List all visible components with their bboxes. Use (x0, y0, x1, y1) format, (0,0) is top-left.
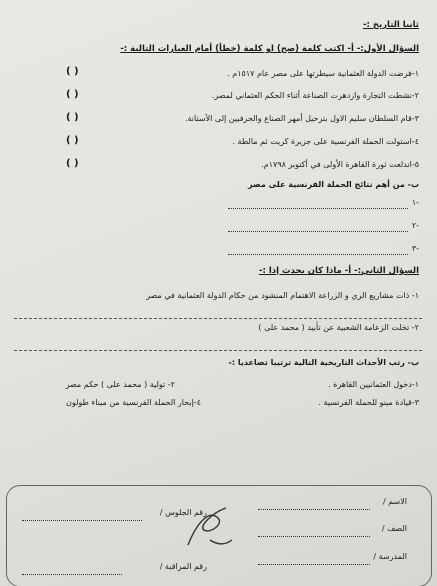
what-if-item-2: ٢- تخلت الزعامة الشعبية عن تأييد ( محمد على ) (258, 323, 419, 332)
question-1b-title: ب- من أهم نتائج الحملة الفرنسية على مصر (248, 180, 419, 189)
grade-field[interactable] (258, 536, 370, 537)
handwritten-signature-mark (180, 500, 240, 555)
statement-1: ١-فرضت الدولة العثمانية سيطرتها على مصر عام ١٥١٧م . (227, 69, 419, 78)
statement-4: ٤-استولت الحملة الفرنسية على جزيرة كريت ثم مالطة . (232, 137, 419, 146)
answer-line-1-number: ١- (411, 198, 419, 207)
answer-line-1[interactable] (228, 208, 408, 209)
school-label: المدرسة / (373, 552, 407, 561)
answer-blank-4[interactable]: ( ) (66, 135, 79, 146)
question-2b-title: ب- رتب الأحداث التاريخية التالية ترتيبا تصاعديا :- (228, 358, 419, 367)
observer-number-field[interactable] (22, 574, 122, 575)
school-field[interactable] (258, 564, 370, 565)
observer-number-label: رقم المراقبة / (159, 562, 207, 571)
answer-blank-2[interactable]: ( ) (66, 89, 79, 100)
question-2-title: السؤال الثاني:- أ- ماذا كان يحدث إذا :- (258, 266, 419, 276)
statement-2: ٢-نشطت التجارة وازدهرت الصناعة أثناء الحكم العثماني لمصر. (211, 91, 419, 100)
answer-line-3-number: ٣- (411, 244, 419, 253)
event-3: ٣-قيادة مينو للحملة الفرنسية . (318, 398, 419, 407)
answer-blank-3[interactable]: ( ) (66, 112, 79, 123)
question-1-title: السؤال الأول:- أ- اكتب كلمة (صح) او كلمة (خطأ) أمام العبارات التالية :- (120, 44, 419, 54)
answer-line-2[interactable] (228, 231, 408, 232)
what-if-item-1: ١- ذات مشاريع الري و الزراعة الاهتمام المنشود من حكام الدولة العثمانية في مصر (146, 291, 419, 300)
answer-line-what-if-2[interactable] (14, 350, 422, 351)
answer-blank-1[interactable]: ( ) (66, 66, 79, 77)
seat-number-field[interactable] (22, 520, 142, 521)
statement-3: ٣-قام السلطان سليم الاول بترحيل أمهر الصناع والحرفيين إلى الآستانة. (184, 114, 419, 123)
event-4: ٤-إبحار الحملة الفرنسية من ميناء طولون (65, 398, 201, 407)
statement-5: ٥-اندلعت ثورة القاهرة الأولى في أكتوبر ١٧٩٨م. (261, 160, 419, 169)
seat-number-label: رقم الجلوس / (159, 508, 207, 517)
answer-line-2-number: ٢- (411, 221, 419, 230)
name-field[interactable] (258, 509, 370, 510)
subject-heading: ثانيا التاريخ :- (362, 20, 419, 30)
grade-label: الصف / (381, 524, 407, 533)
event-2: ٢- تولية ( محمد على ) حكم مصر (65, 380, 175, 389)
name-label: الاسم / (382, 497, 407, 506)
answer-line-3[interactable] (228, 254, 408, 255)
answer-blank-5[interactable]: ( ) (66, 158, 79, 169)
answer-line-what-if-1[interactable] (14, 318, 422, 319)
event-1: ١-دخول العثمانيين القاهرة . (328, 380, 419, 389)
